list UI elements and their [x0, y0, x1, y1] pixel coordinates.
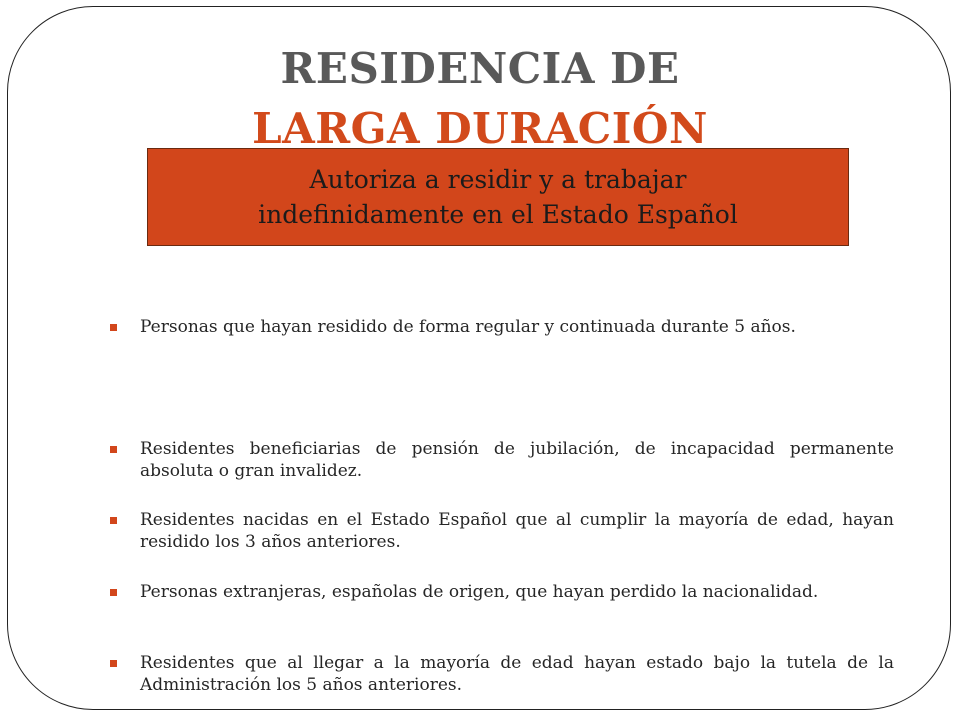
bullet-text: Personas extranjeras, españolas de origen, que hayan perdido la nacionalidad. — [140, 582, 819, 602]
square-bullet-icon — [110, 446, 117, 453]
square-bullet-icon — [110, 660, 117, 667]
square-bullet-icon — [110, 517, 117, 524]
bullet-text: Residentes que al llegar a la mayoría de edad hayan estado bajo la tutela de la Administración los 5 años anteriores. — [140, 653, 894, 695]
banner-line-1: Autoriza a residir y a trabajar — [309, 165, 687, 194]
square-bullet-icon — [110, 589, 117, 596]
square-bullet-icon — [110, 324, 117, 331]
title-line-2: LARGA DURACIÓN — [252, 104, 708, 148]
bullet-text: Residentes nacidas en el Estado Español que al cumplir la mayoría de edad, hayan residido los 3 años anteriores. — [140, 510, 894, 552]
subtitle-banner — [147, 148, 849, 246]
banner-line-2: indefinidamente en el Estado Español — [258, 200, 738, 229]
bullet-text: Personas que hayan residido de forma regular y continuada durante 5 años. — [140, 317, 796, 337]
title-line-1: RESIDENCIA DE — [280, 44, 680, 93]
bullet-text: Residentes beneficiarias de pensión de jubilación, de incapacidad permanente absoluta o gran invalidez. — [140, 439, 894, 481]
